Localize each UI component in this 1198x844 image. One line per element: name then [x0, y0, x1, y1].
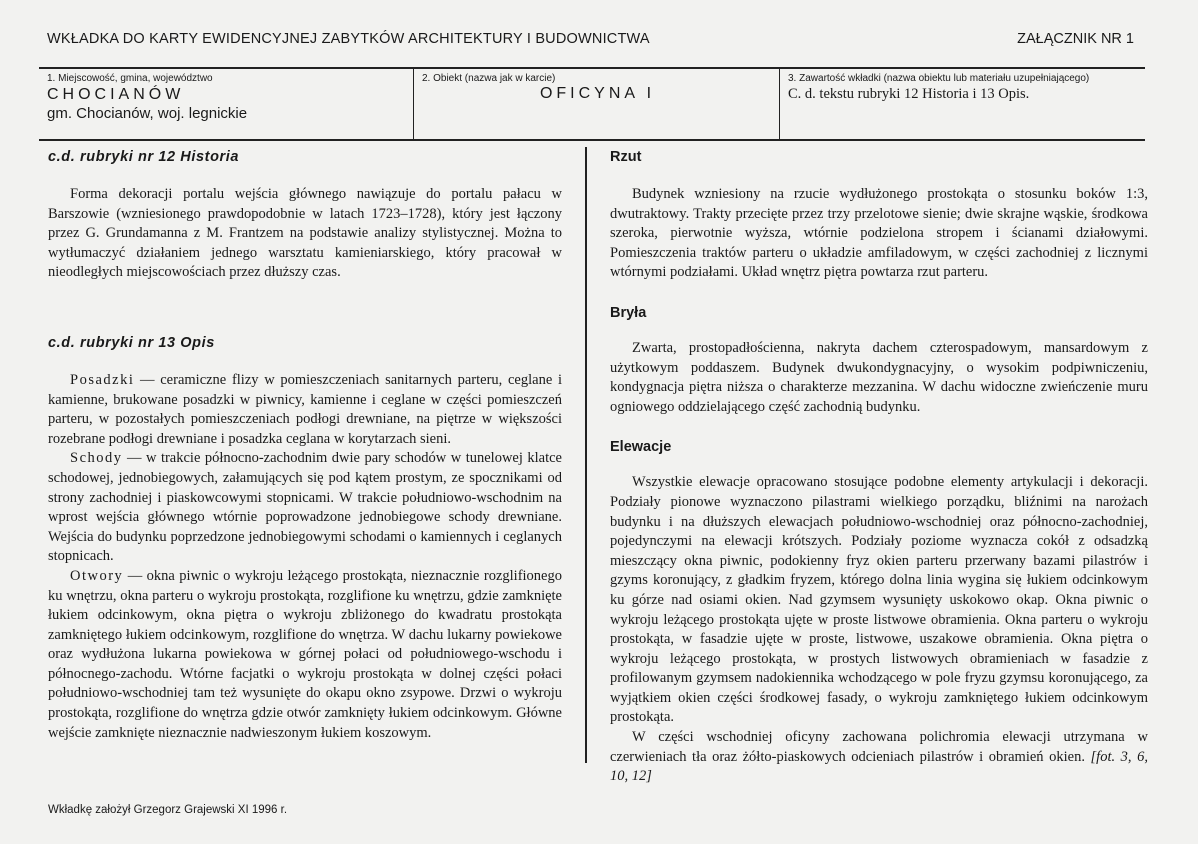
floors-paragraph [48, 371, 562, 449]
left-column [48, 149, 562, 743]
history-text: Forma dekoracji portalu wejścia głównego nawiązuje do portalu pałacu w Barszowie (wzniesionego prawdopodobnie w latach 1723–1728), który jest łączony przez G. Grundamanna z M. Frantzem na podstawie analizy stylistycznej. Można to wytłumaczyć działaniem jednego warsztatu kamieniarskiego, który pracował w nieodległych miejscowościach przez dłuższy czas. [48, 186, 562, 281]
object-name: OFICYNA I [539, 85, 656, 102]
location-cell [39, 69, 414, 139]
object-cell [414, 69, 780, 139]
floors-lead: Posadzki [70, 371, 135, 388]
content-cell [780, 69, 1145, 139]
floors-text: — ceramiczne flizy w pomieszczeniach sanitarnych parteru, ceglane i kamienne, brukowane posadzki w piwnicy, kamienne i ceglane w części pomieszczeń parteru, w pozostałych pomieszczeniach podłogi drewniane, na piętrze w większości rozebrane podłogi drewniane i posadzka ceglana w korytarzach sieni. [48, 371, 562, 447]
openings-lead: Otwory [70, 567, 124, 584]
stairs-paragraph [48, 449, 562, 567]
description-heading: c.d. rubryki nr 13 Opis [48, 334, 215, 351]
history-heading: c.d. rubryki nr 12 Historia [48, 149, 240, 165]
bryla-heading: Bryła [610, 304, 647, 321]
footer-author: Wkładkę założył Grzegorz Grajewski XI 1996 r. [48, 804, 288, 816]
content-label: 3. Zawartość wkładki (nazwa obiektu lub materiału uzupełniającego) [788, 73, 1090, 84]
header-fields-box [39, 67, 1145, 141]
content-text: C. d. tekstu rubryki 12 Historia i 13 Opis. [788, 86, 1030, 102]
document-title: WKŁADKA DO KARTY EWIDENCYJNEJ ZABYTKÓW ARCHITEKTURY I BUDOWNICTWA [47, 31, 650, 47]
location-label: 1. Miejscowość, gmina, województwo [47, 73, 213, 84]
rzut-heading: Rzut [610, 149, 642, 165]
elewacje-text: Wszystkie elewacje opracowano stosujące podobne elementy artykulacji i dekoracji. Podziały pionowe wyznaczono pilastrami wielkiego porządku, bliźnimi na narożach budynku i na dłuższych elewacjach południowo-wschodniej oraz północno-zachodniej, pojedynczymi na elewacji krótszych. Podziały poziome wyznacza cokół z odsadzką mieszczący okna piwnic, podokienny fryz okien parteru przerwany bazami pilastrów i gzyms koronujący, z gładkim fryzem, którego dolna linia wygina się łukiem odcinkowym ku górze nad osiami okien. Nad gzymsem wysunięty uskokowo okap. Okna piwnic o wykroju leżącego prostokąta ujęte w proste listwowe obramienia. Okna parteru o wykroju prostokąta, w fasadzie ujęte w proste, listwowe, uszakowe obramienia. Okna piętra o wykroju leżącego prostokąta, w prostych listwowych obramieniach w fasadzie z profilowanym gzymsem nadokiennika wchodzącego w pole fryzu gzymsu koronującego, za wyjątkiem okien części środkowej fasady, o wykroju zamkniętego łukiem odcinkowym prostokąta. [610, 474, 1148, 726]
stairs-text: — w trakcie północno-zachodnim dwie pary schodów w tunelowej klatce schodowej, jednobiegowych, załamujących się pod kątem prostym, ze spocznikami od strony zachodniej i piaskowcowymi stopnicami. W trakcie południowo-wschodnim na wprost wejścia głównego wtórnie poprowadzone jednobiegowe schody drewniane. Wejścia do budynku poprzedzone jednobiegowymi schodami o kamiennych i ceglanych stopnicach. [48, 450, 562, 565]
stairs-lead: Schody [70, 450, 123, 467]
photo-reference: [fot. 3, 6, 10, 12] [610, 748, 1148, 785]
location-name: CHOCIANÓW [47, 86, 185, 103]
right-column [610, 149, 1148, 787]
openings-text: — okna piwnic o wykroju leżącego prostokąta, nieznacznie rozglifionego ku wnętrzu, okna parteru o wykroju prostokąta, rozglifione ku wnętrzu, gdzie zamknięte łukiem odcinkowym, okna piętra o wykroju zbliżonego do kwadratu prostokąta zamkniętego łukiem odcinkowym, rozglifione do wnętrza. W dachu lukarny powiekowe oraz wydłużona lukarna powiekowa w górnej połaci od południowego-wschodu i północnego-zachodu. Wtórne facjatki o wykroju prostokąta w dolnej części połaci południowo-wschodniej tam też wysunięte do okapu okno zsypowe. Drzwi o wykroju prostokąta, rozglifione do wnętrza gdzie otwór zamknięty łukiem odcinkowym. Główne wejście zamknięte nieznacznie nadwieszonym łukiem koszowym. [48, 567, 562, 741]
polichromia-paragraph [610, 728, 1148, 787]
object-label: 2. Obiekt (nazwa jak w karcie) [422, 73, 556, 84]
column-divider [585, 147, 587, 763]
polichromia-text: W części wschodniej oficyny zachowana polichromia elewacji utrzymana w czerwieniach tła oraz żółto-piaskowych odcieniach pilastrów i obramień okien. [610, 729, 1148, 765]
elewacje-heading: Elewacje [610, 439, 672, 456]
location-sub: gm. Chocianów, woj. legnickie [47, 105, 248, 122]
annex-label: ZAŁĄCZNIK NR 1 [1017, 31, 1134, 47]
rzut-text: Budynek wzniesiony na rzucie wydłużonego prostokąta o stosunku boków 1:3, dwutraktowy. Trakty przecięte przez trzy przelotowe sienie; dwie skrajne wąskie, środkowa szeroka, pierwotnie wyższa, wtórnie podzielona stropem i ścianami działowymi. Pomieszczenia traktów parteru o układzie amfiladowym, w części zachodniej z licznymi wtórnymi podziałami. Układ wnętrz piętra powtarza rzut parteru. [610, 186, 1148, 281]
openings-paragraph [48, 567, 562, 743]
bryla-text: Zwarta, prostopadłościenna, nakryta dachem czterospadowym, mansardowym z użytkowym poddaszem. Budynek dwukondygnacyjny, o wysokim podpiwniczeniu, kondygnacja piętra niższa o charakterze mezzanina. W dachu widoczne zwieńczenie muru ogniowego oddzielającego część zachodnią budynku. [610, 339, 1148, 415]
